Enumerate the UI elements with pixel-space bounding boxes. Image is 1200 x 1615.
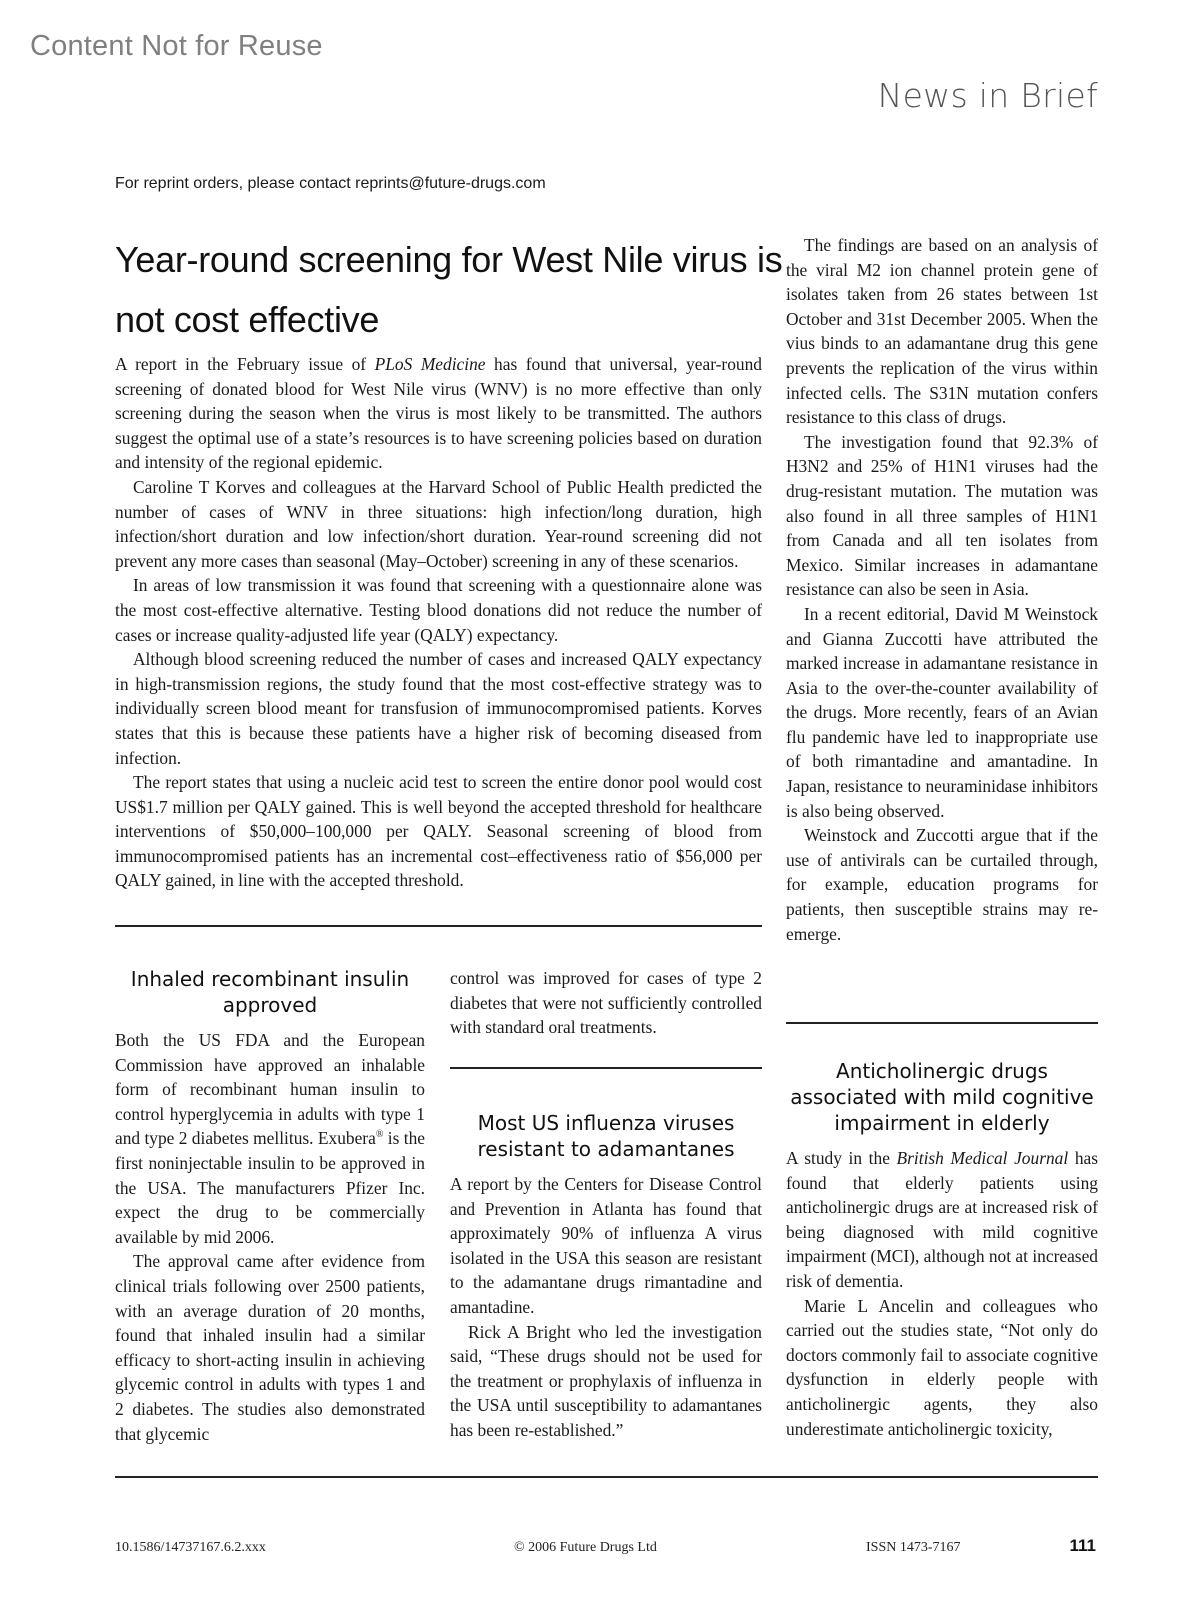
text: A study in the: [786, 1148, 897, 1168]
watermark: Content Not for Reuse: [30, 30, 323, 62]
article-title-wnv: Year-round screening for West Nile virus is not cost effective: [115, 239, 783, 340]
journal-name: British Medical Journal: [896, 1148, 1069, 1168]
article-influenza-continued: [786, 233, 1098, 946]
paragraph: Marie L Ancelin and colleagues who carried out the studies state, “Not only do doctors commonly fail to associate cognitive dysfunction in elderly people with anticholinergic agents, they also underestimate anticholinergic toxicity,: [786, 1295, 1098, 1439]
reprint-email-link[interactable]: reprints@future-drugs.com: [355, 175, 546, 192]
text: has found that elderly patients using anticholinergic drugs are at increased risk of being diagnosed with mild cognitive impairment (MCI), although not at increased risk of dementia.: [786, 1148, 1099, 1291]
paragraph: The investigation found that 92.3% of H3N2 and 25% of H1N1 viruses had the drug-resistant mutation. The mutation was also found in all three samples of H1N1 from Canada and all ten isolates from Mexico. Similar increases in adamantane resistance can also be seen in Asia.: [786, 431, 1098, 600]
footer-issn: ISSN 1473-7167: [866, 1540, 961, 1555]
paragraph: Weinstock and Zuccotti argue that if the use of antivirals can be curtailed through, for example, education programs for patients, then susceptible strains may re-emerge.: [786, 825, 1098, 944]
article-title-anticholinergic: Anticholinergic drugs associated with mild cognitive impairment in elderly: [790, 1059, 1094, 1135]
paragraph: [115, 352, 762, 475]
text: has found that universal, year-round screening of donated blood for West Nile virus (WNV) is no more effective than only screening during the season when the virus is most likely to be transmitted. The authors suggest the optimal use of a state’s resources is to have screening policies based on duration and intensity of the regional epidemic.: [115, 354, 762, 473]
paragraph: The approval came after evidence from clinical trials following over 2500 patients, with an average duration of 20 months, found that inhaled insulin had a similar efficacy to short-acting insulin in achieving glycemic control in adults with types 1 and 2 diabetes. The studies also demonstrated that glycemic: [115, 1251, 425, 1444]
paragraph: Rick A Bright who led the investigation said, “These drugs should not be used for the treatment or prophylaxis of influenza in the USA until susceptibility to adamantanes has been re-established.”: [450, 1321, 762, 1440]
divider: [786, 1022, 1098, 1024]
text: Both the US FDA and the European Commission have approved an inhalable form of recombinant human insulin to control hyperglycemia in adults with type 1 and type 2 diabetes mellitus. Exubera: [115, 1030, 425, 1149]
text: A report in the February issue of: [115, 354, 375, 374]
paragraph: Caroline T Korves and colleagues at the Harvard School of Public Health predicted the number of cases of WNV in three situations: high infection/long duration, high infection/short duration and low infection/short duration. Year-round screening did not prevent any more cases than seasonal (May–October) screening in any of these scenarios.: [115, 476, 762, 571]
article-insulin-continued: [450, 966, 762, 1040]
paragraph: The report states that using a nucleic acid test to screen the entire donor pool would cost US$1.7 million per QALY gained. This is well beyond the accepted threshold for healthcare interventions of $50,000–100,000 per QALY. Seasonal screening of blood from immunocompromised patients has an incremental cost–effectiveness ratio of $56,000 per QALY gained, in line with the accepted threshold.: [115, 772, 762, 891]
article-title-insulin: Inhaled recombinant insulin approved: [130, 967, 410, 1017]
paragraph: [786, 1146, 1098, 1294]
paragraph: In areas of low transmission it was found that screening with a questionnaire alone was the most cost-effective alternative. Testing blood donations did not reduce the number of cases or increase quality-adjusted life year (QALY) expectancy.: [115, 575, 762, 645]
paragraph: Although blood screening reduced the number of cases and increased QALY expectancy in high-transmission regions, the study found that the most cost-effective strategy was to individually screen blood meant for transfusion of immunocompromised patients. Korves states that this is because these patients have a higher risk of becoming diseased from infection.: [115, 649, 762, 768]
journal-name: PLoS Medicine: [374, 354, 486, 374]
article-body-wnv: [115, 352, 762, 893]
paragraph: A report by the Centers for Disease Control and Prevention in Atlanta has found that approximately 90% of influenza A virus isolated in the USA this season are resistant to the adamantane drugs rimantadine and amantadine.: [450, 1174, 762, 1317]
article-insulin: [115, 966, 425, 1446]
text: is the first noninjectable insulin to be approved in the USA. The manufacturers Pfizer Inc. expect the drug to be commercially available by mid 2006.: [115, 1128, 425, 1247]
article-influenza: [450, 1110, 762, 1443]
footer-rule: [115, 1476, 1098, 1478]
divider: [115, 925, 762, 927]
paragraph: control was improved for cases of type 2 diabetes that were not sufficiently controlled with standard oral treatments.: [450, 968, 762, 1038]
article-title-influenza: Most US influenza viruses resistant to adamantanes: [477, 1111, 735, 1161]
paragraph: The findings are based on an analysis of the viral M2 ion channel protein gene of isolates taken from 26 states between 1st October and 31st December 2005. When the vius binds to an adamantane drug this gene prevents the replication of the virus within infected cells. The S31N mutation confers resistance to this class of drugs.: [786, 235, 1098, 428]
reprint-notice: [115, 175, 546, 193]
reprint-prefix: For reprint orders, please contact: [115, 175, 356, 192]
footer-copyright: © 2006 Future Drugs Ltd: [514, 1540, 657, 1555]
paragraph: In a recent editorial, David M Weinstock and Gianna Zuccotti have attributed the marked increase in adamantane resistance in Asia to the over-the-counter availability of the drugs. More recently, fears of an Avian flu pandemic have led to inappropriate use of both rimantadine and amantadine. In Japan, resistance to neuraminidase inhibitors is also being observed.: [786, 603, 1098, 821]
paragraph: [115, 1028, 425, 1249]
section-title: News in Brief: [877, 76, 1098, 115]
page-number: 111: [1069, 1536, 1096, 1555]
registered-mark: ®: [375, 1129, 384, 1141]
footer-doi: 10.1586/14737167.6.2.xxx: [115, 1540, 266, 1555]
divider: [450, 1067, 762, 1069]
article-anticholinergic: [786, 1058, 1098, 1441]
